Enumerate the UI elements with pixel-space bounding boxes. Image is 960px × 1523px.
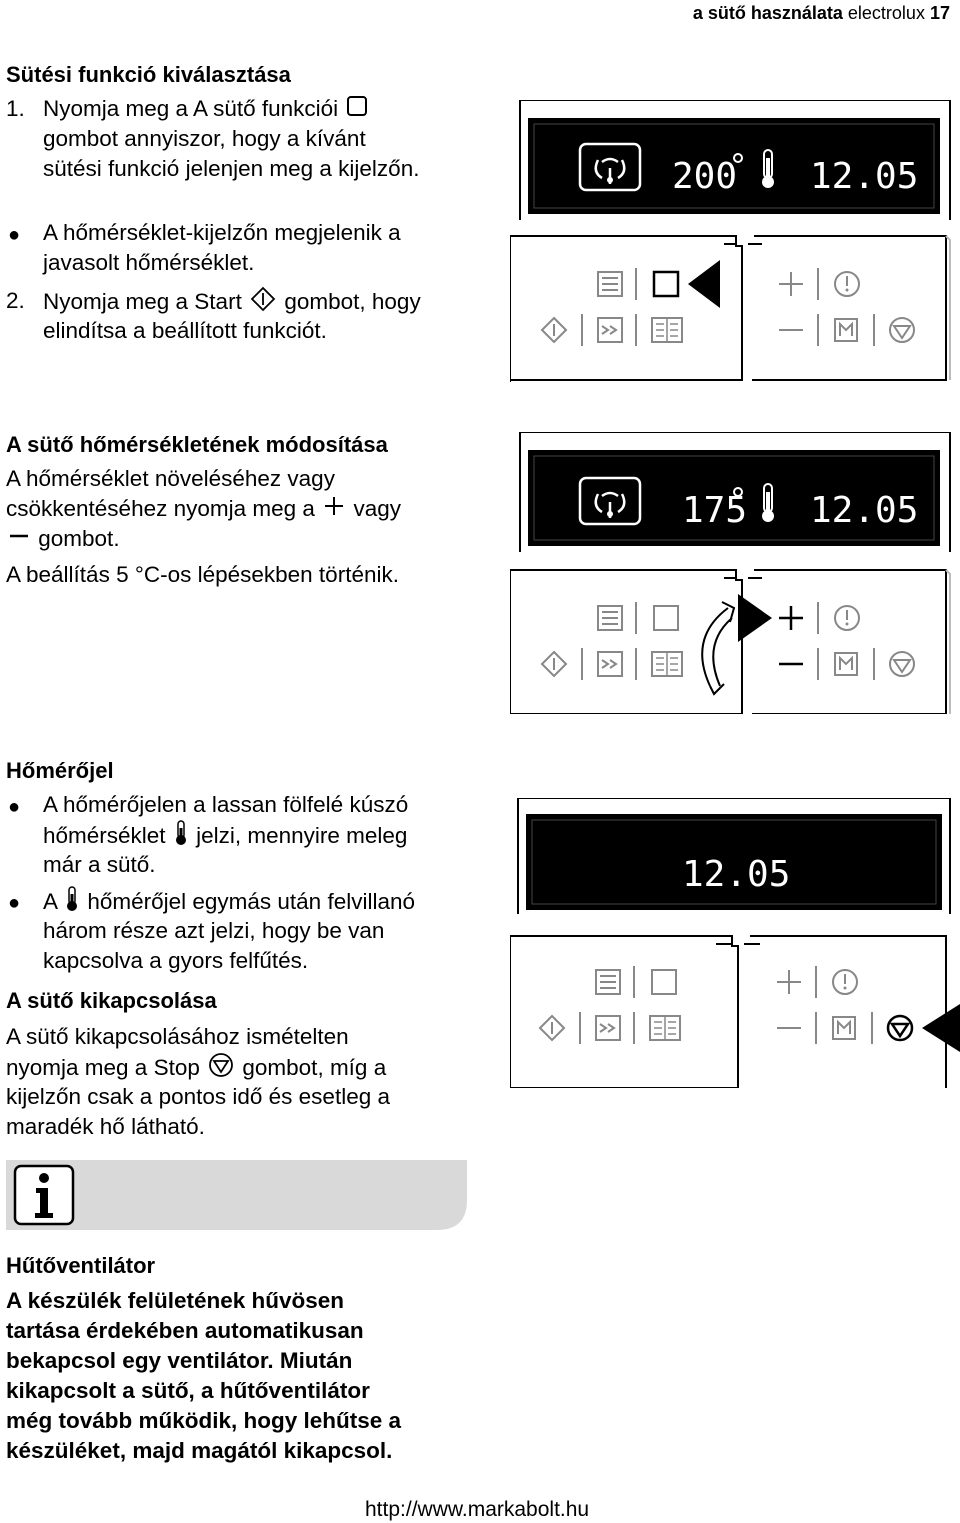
bullet-dot: ● [8, 796, 21, 818]
square-icon [346, 95, 368, 125]
pointer-arrow [688, 260, 720, 308]
memory-button[interactable] [835, 319, 857, 341]
section-title-cooling-fan: Hűtőventilátor [6, 1253, 156, 1278]
section4-line2-b: gombot, míg a [242, 1054, 387, 1080]
memory-button[interactable] [833, 1017, 855, 1039]
pointer-arrow [922, 1004, 960, 1052]
section3-b1-b [43, 820, 407, 854]
display-temperature: 200 [672, 156, 738, 197]
program-button[interactable] [652, 318, 682, 342]
section3-b1-a: A hőmérőjelen a lassan fölfelé kúszó [43, 792, 409, 817]
section2-line3 [6, 524, 120, 555]
display-temperature: 175 [682, 490, 748, 531]
section5-text [6, 1286, 401, 1466]
section3-b1-b1: hőmérséklet [43, 822, 166, 848]
bullet-dot: ● [8, 224, 21, 246]
function-button[interactable] [654, 272, 678, 296]
lamp-button[interactable] [598, 606, 622, 630]
section2-line2 [6, 494, 401, 525]
page-header [693, 3, 950, 24]
section5-line: A készülék felületének hűvösen [6, 1288, 345, 1313]
lamp-button[interactable] [596, 970, 620, 994]
section5-line: készüléket, majd magától kikapcsol. [6, 1438, 393, 1463]
section5-line: még tovább működik, hogy lehűtse a [6, 1408, 402, 1433]
header-page-number: 17 [929, 3, 950, 23]
step2-number: 2. [6, 288, 25, 313]
bullet1-text-b: javasolt hőmérséklet. [43, 250, 255, 275]
step1-line1 [43, 94, 370, 125]
step2-line1 [43, 286, 421, 320]
step1-text-c: sütési funkció jelenjen meg a kijelzőn. [43, 156, 420, 181]
display-clock: 12.05 [810, 156, 919, 197]
program-button[interactable] [652, 652, 682, 676]
step1-number-abs: 1. [6, 96, 25, 121]
step2-text-c: elindítsa a beállított funkciót. [43, 318, 327, 343]
info-icon [15, 1166, 73, 1224]
section-title-temperature: A sütő hőmérsékletének módosítása [6, 432, 388, 457]
thermometer-icon [174, 820, 188, 854]
section-title-switch-off: A sütő kikapcsolása [6, 988, 217, 1013]
oven-panel-1 [510, 100, 960, 382]
thermometer-icon [65, 886, 79, 920]
header-brand: electrolux [847, 3, 925, 23]
section5-line: kikapcsolt a sütő, a hűtőventilátor [6, 1378, 370, 1403]
oven-panel-3 [510, 798, 960, 1088]
stop-icon [208, 1052, 234, 1086]
section3-b1-b2: jelzi, mennyire meleg [196, 822, 408, 848]
start-button[interactable] [540, 1016, 564, 1040]
step1-text-a: Nyomja meg a A sütő funkciói [43, 96, 339, 121]
fast-heat-button[interactable] [598, 318, 622, 342]
step1-text-b: gombot annyiszor, hogy a kívánt [43, 126, 366, 151]
section2-line2-b: vagy [353, 496, 401, 521]
bullet1-text-a: A hőmérséklet-kijelzőn megjelenik a [43, 220, 401, 245]
stop-button[interactable] [890, 652, 914, 676]
section3-b1-c: már a sütő. [43, 852, 156, 877]
section4-line4: maradék hő látható. [6, 1114, 205, 1139]
bullet-dot: ● [8, 892, 21, 914]
section3-b2-a1: A [43, 888, 57, 914]
step2-text-a: Nyomja meg a Start [43, 288, 242, 314]
minus-icon [8, 525, 30, 555]
timer-button[interactable] [835, 272, 859, 296]
fast-heat-button[interactable] [598, 652, 622, 676]
display-clock: 12.05 [810, 490, 919, 531]
section4-line2 [6, 1052, 386, 1086]
section4-line1: A sütő kikapcsolásához ismételten [6, 1024, 349, 1049]
pointer-arrow [738, 594, 772, 642]
info-bar [6, 1160, 467, 1230]
header-section: a sütő használata [692, 3, 843, 23]
section3-b2-a [43, 886, 415, 920]
section4-line3: kijelzőn csak a pontos idő és esetleg a [6, 1084, 390, 1109]
start-button[interactable] [542, 652, 566, 676]
fast-heat-button[interactable] [596, 1016, 620, 1040]
step2-text-b: gombot, hogy [284, 288, 421, 314]
plus-button[interactable] [777, 970, 801, 994]
plus-button[interactable] [779, 606, 803, 630]
oven-panel-2 [510, 432, 960, 714]
section2-line4: A beállítás 5 °C-os lépésekben történik. [6, 562, 399, 587]
stop-button[interactable] [890, 318, 914, 342]
program-button[interactable] [650, 1016, 680, 1040]
info-bar-graphic [6, 1160, 467, 1230]
plus-icon [323, 495, 345, 525]
section5-line: tartása érdekében automatikusan [6, 1318, 364, 1343]
plus-button[interactable] [779, 272, 803, 296]
section2-line2-a: csökkentéséhez nyomja meg a [6, 496, 315, 521]
section2-line1: A hőmérséklet növeléséhez vagy [6, 466, 335, 491]
function-button[interactable] [652, 970, 676, 994]
lamp-button[interactable] [598, 272, 622, 296]
section-title-thermometer: Hőmérőjel [6, 758, 114, 783]
section4-line2-a: nyomja meg a Stop [6, 1054, 200, 1080]
stop-button[interactable] [888, 1016, 912, 1040]
section3-b2-c: kapcsolva a gyors felfűtés. [43, 948, 309, 973]
section3-b2-b: három része azt jelzi, hogy be van [43, 918, 385, 943]
timer-button[interactable] [835, 606, 859, 630]
function-button[interactable] [654, 606, 678, 630]
section-title-function: Sütési funkció kiválasztása [6, 62, 291, 87]
start-diamond-icon [250, 286, 276, 320]
footer-url: http://www.markabolt.hu [365, 1498, 590, 1521]
section3-b2-a2: hőmérőjel egymás után felvillanó [87, 888, 415, 914]
curved-arrow-icon [702, 602, 734, 694]
start-button[interactable] [542, 318, 566, 342]
section2-line3-text: gombot. [38, 526, 120, 551]
section5-line: bekapcsol egy ventilátor. Miután [6, 1348, 353, 1373]
memory-button[interactable] [835, 653, 857, 675]
display-clock: 12.05 [682, 854, 791, 895]
timer-button[interactable] [833, 970, 857, 994]
